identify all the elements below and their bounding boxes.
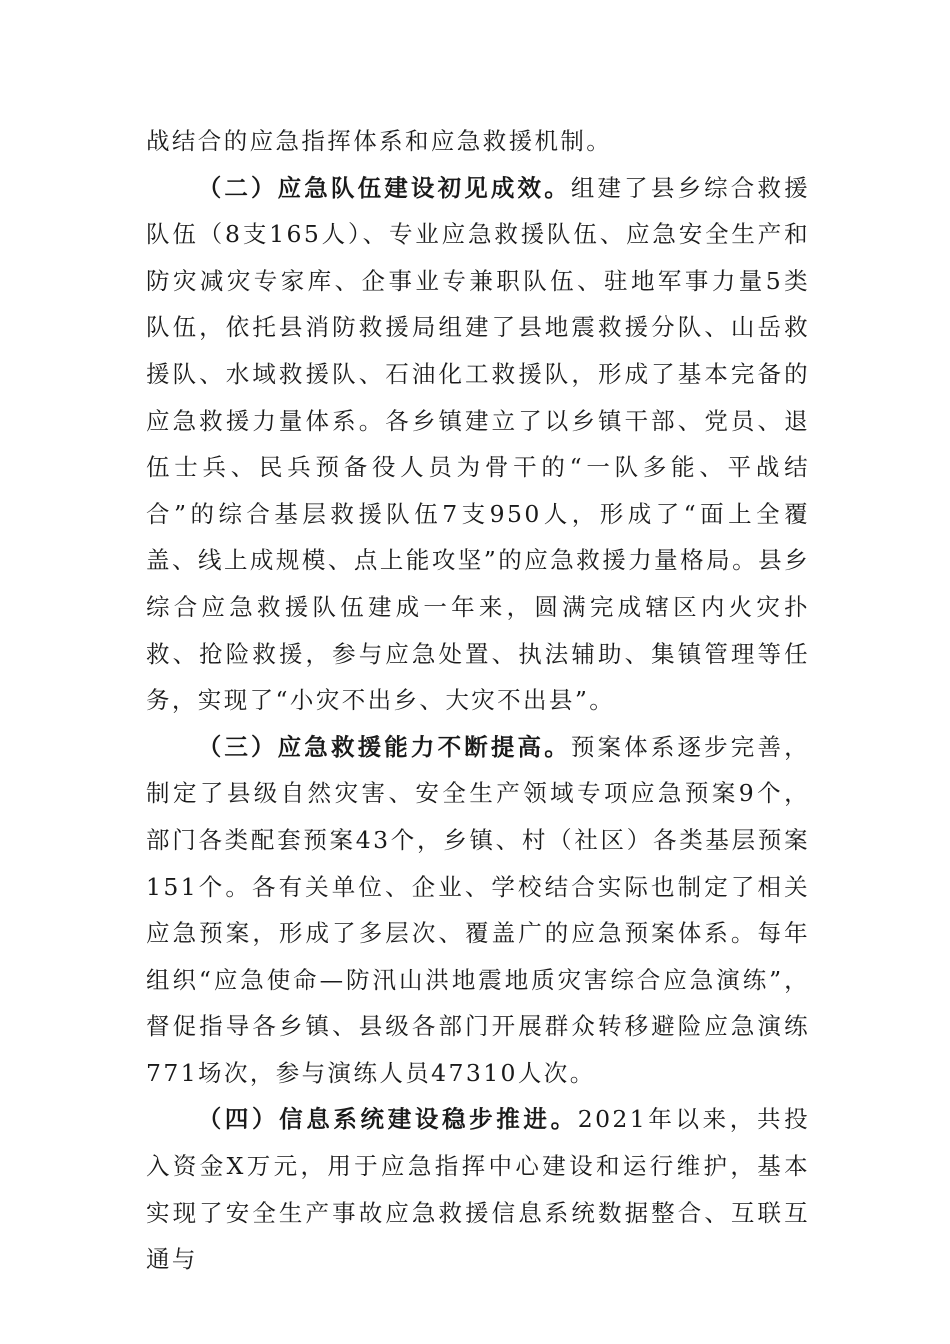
paragraph-text: 组建了县乡综合救援队伍（8支165人）、专业应急救援队伍、应急安全生产和防灾减灾专家库、企事业专兼职队伍、驻地军事力量5类队伍，依托县消防救援局组建了县地震救援分队、山岳救援队、水域救援队、石油化工救援队，形成了基本完备的应急救援力量体系。各乡镇建立了以乡镇干部、党员、退伍士兵、民兵预备役人员为骨干的“一队多能、平战结合”的综合基层救援队伍7支950人，形成了“面上全覆盖、线上成规模、点上能攻坚”的应急救援力量格局。县乡综合应急救援队伍建成一年来，圆满完成辖区内火灾扑救、抢险救援，参与应急处置、执法辅助、集镇管理等任务，实现了“小灾不出乡、大灾不出县”。 — [146, 173, 810, 715]
paragraph-rescue-capability — [146, 724, 810, 1097]
section-heading: （四）信息系统建设稳步推进。 — [197, 1105, 578, 1134]
document-body — [146, 118, 810, 1283]
paragraph-emergency-teams — [146, 165, 810, 724]
paragraph-text: 2021年以来，共投入资金X万元，用于应急指挥中心建设和运行维护，基本实现了安全生产事故应急救援信息系统数据整合、互联互通与 — [146, 1105, 810, 1274]
paragraph-continuation — [146, 118, 810, 165]
paragraph-text: 预案体系逐步完善，制定了县级自然灾害、安全生产领域专项应急预案9个，部门各类配套预案43个，乡镇、村（社区）各类基层预案151个。各有关单位、企业、学校结合实际也制定了相关应急预案，形成了多层次、覆盖广的应急预案体系。每年组织“应急使命—防汛山洪地震地质灾害综合应急演练”，督促指导各乡镇、县级各部门开展群众转移避险应急演练771场次，参与演练人员47310人次。 — [146, 732, 810, 1087]
section-heading: （三）应急救援能力不断提高。 — [197, 732, 571, 761]
paragraph-text: 战结合的应急指挥体系和应急救援机制。 — [146, 127, 613, 155]
section-heading: （二）应急队伍建设初见成效。 — [197, 173, 571, 202]
paragraph-information-system — [146, 1096, 810, 1282]
